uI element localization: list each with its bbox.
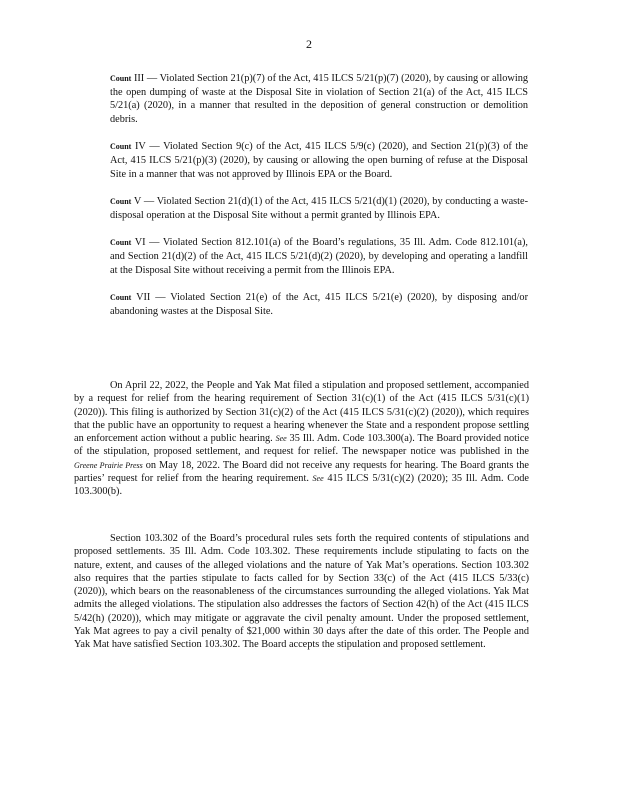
count-item bbox=[110, 195, 528, 222]
count-label: Count bbox=[110, 293, 132, 303]
count-label: Count bbox=[110, 74, 132, 83]
count-label: Count bbox=[110, 142, 132, 152]
count-text: VI — Violated Section 812.101(a) of the Board’s regulations, 35 Ill. Adm. Code 812.101(a), and Section 21(d)(2) of the Act, 415 ILCS 5/21(d)(2) (2020), by developing and operating a landfill at the Disposal Site without receiving a permit from the Illinois EPA. bbox=[110, 237, 528, 276]
count-text: IV — Violated Section 9(c) of the Act, 415 ILCS 5/9(c) (2020), and Section 21(p)(3) of the Act, 415 ILCS 5/21(p)(3) (2020), by causing or allowing the open burning of refuse at the Disposal Site in a manner that was not approved by Illinois EPA or the Board. bbox=[110, 141, 528, 180]
page-number: 2 bbox=[306, 37, 312, 51]
count-text: III — Violated Section 21(p)(7) of the Act, 415 ILCS 5/21(p)(7) (2020), by causing or allowing the open dumping of waste at the Disposal Site in violation of Section 21(a) of the Act, 415 ILCS 5/21(a) (2020), in a manner that resulted in the deposition of general construction or demolition debris. bbox=[110, 73, 528, 125]
para-text: Section 103.302 of the Board’s procedural rules sets forth the required contents of stipulations and proposed settlements. 35 Ill. Adm. Code 103.302. These requirements include stipulating to facts on the nature, extent, and causes of the alleged violations and the nature of Yak Mat’s operations. Section 103.302 also requires that the parties stipulate to facts called for by Section 33(c) of the Act (415 ILCS 5/33(c) (2020)), which bears on the reasonableness of the circumstances surrounding the alleged violations. Yak Mat admits the alleged violations. The stipulation also addresses the factors of Section 42(h) of the Act (415 ILCS 5/42(h) (2020)), which may mitigate or aggravate the civil penalty amount. Under the proposed settlement, Yak Mat agrees to pay a civil penalty of $21,000 within 30 days after the date of this order. The People and Yak Mat have satisfied Section 103.302. The Board accepts the stipulation and proposed settlement. bbox=[74, 533, 529, 651]
para-text: 415 ILCS 5/31(c)(2) (2020); 35 Ill. Adm. Code 103.300(b). bbox=[74, 473, 530, 498]
count-item bbox=[110, 236, 528, 277]
count-text: VII — Violated Section 21(e) of the Act, 415 ILCS 5/21(e) (2020), by disposing and/or abandoning wastes at the Disposal Site. bbox=[110, 292, 529, 317]
count-label: Count bbox=[110, 238, 132, 248]
procedural-rules-paragraph bbox=[74, 532, 529, 652]
para-text: On April 22, 2022, the People and Yak Mat filed a stipulation and proposed settlement, accompanied by a request for relief from the hearing requirement of Section 31(c)(1) of the Act (415 ILCS 5/31(c)(1) (2020)). This filing is authorized by Section 31(c)(2) of the Act (415 ILCS 5/31(c)(2) (2020)), which requires that the public have an opportunity to request a hearing whenever the State and a respondent propose settling an enforcement action without a public hearing. bbox=[74, 380, 529, 445]
see-citation: See bbox=[312, 474, 324, 484]
para-text: on May 18, 2022. The Board did not receive any requests for hearing. The Board grants the parties’ request for relief from the hearing requirement. bbox=[74, 459, 529, 485]
counts-list bbox=[110, 72, 528, 332]
count-item bbox=[110, 291, 528, 318]
count-item bbox=[110, 140, 528, 181]
see-citation: See bbox=[275, 434, 287, 444]
para-text: 35 Ill. Adm. Code 103.300(a). The Board provided notice of the stipulation, proposed settlement, and request for relief. The newspaper notice was published in the bbox=[74, 433, 529, 458]
settlement-paragraph bbox=[74, 379, 529, 499]
count-item bbox=[110, 72, 528, 126]
newspaper-name: Greene Prairie Press bbox=[74, 460, 143, 470]
count-text: V — Violated Section 21(d)(1) of the Act, 415 ILCS 5/21(d)(1) (2020), by conducting a waste-disposal operation at the Disposal Site without a permit granted by Illinois EPA. bbox=[110, 196, 529, 221]
count-label: Count bbox=[110, 197, 132, 207]
